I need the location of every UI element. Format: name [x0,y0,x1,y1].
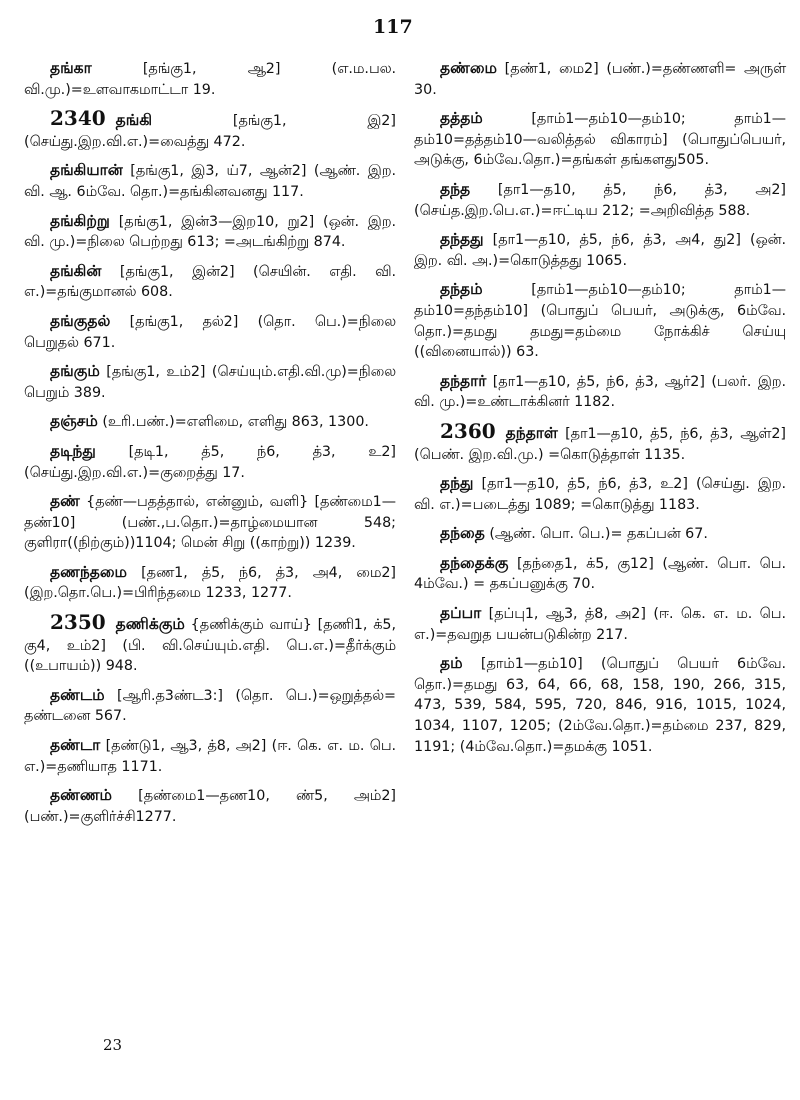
entry-definition: [தங்கு1, இ2] (செய்து.இற.வி.எ.)=வைத்து 472. [24,113,396,150]
page-number: 117 [373,16,413,38]
dictionary-entry [24,311,396,353]
entry-headword: தம் [440,654,463,673]
entry-headword: தந்தார் [440,371,487,390]
entry-definition: [தண்1, மை2] (பண்.)=தண்ணளி= அருள் 30. [414,61,786,98]
entry-definition: {தண்—பதத்தால், என்னும், வளி} [தண்மை1—தண்10] (பண்.,ப.தொ.)=தாழ்மையான 548; குளிரா((நிற்கும்))1104; மென் சிறு ((காற்று)) 1239. [24,494,396,552]
entry-definition: [தங்கு1, தல்2] (தொ. பெ.)=நிலை பெறுதல் 671. [24,313,396,351]
entry-headword: தடிந்து [50,441,96,460]
dictionary-entry [24,562,396,604]
entry-headword: தங்குதல் [50,311,111,330]
dictionary-entry [414,229,786,271]
entry-headword: தந்தை [440,524,485,543]
entry-definition: [தாம்1—தம்10] (பொதுப் பெயர் 6ம்வே. தொ.)=தமது 63, 64, 66, 68, 158, 190, 266, 315, 473, 539, 584, 595, 720, 846, 916, 1015, 1024, 1034, 1107, 1205; (2ம்வே.தொ.)=தம்மை 237, 829, 1191; (4ம்வே.தொ.)=தமக்கு 1051. [414,656,786,755]
dictionary-entry [414,179,786,221]
entry-definition: [தா1—த10, த்5, ந்6, த்3, உ2] (செய்து. இற. வி. எ.)=படைத்து 1089; =கொடுத்து 1183. [414,476,786,513]
entry-definition: [தந்தை1, க்5, கு12] (ஆண். பொ. பெ. 4ம்வே.) = தகப்பனுக்கு 70. [414,555,786,593]
dictionary-entry [414,279,786,362]
dictionary-entry [24,160,396,202]
entry-headword: தந்தாள் [505,423,558,442]
entry-headword: தஞ்சம் [50,412,98,431]
dictionary-entry [24,685,396,727]
entry-definition: [தங்கு1, இன்2] (செயின். எதி. வி. எ.)=தங்குமானல் 608. [24,263,396,301]
entry-headword: தந்தது [440,230,484,249]
dictionary-entry [24,108,396,152]
entry-headword: தங்கி [115,111,153,130]
entry-headword: தந்தம் [440,280,483,299]
dictionary-entry [414,371,786,413]
entry-definition: [தாம்1—தம்10—தம்10; தாம்1—தம்10=தந்தம்10] (பொதுப் பெயர், அடுக்கு, 6ம்வே. தொ.)=தமது தமது=தம்மை நோக்கிச் செய்யு ((வினையால்)) 63. [414,282,786,361]
entry-definition: [தங்கு1, உம்2] (செய்யும்.எதி.வி.மு)=நிலை பெறும் 389. [24,364,396,401]
dictionary-entry [414,553,786,595]
entry-definition: [தண்டு1, ஆ3, த்8, அ2] (ஈ. கெ. எ. ம. பெ. எ.)=தணியாத 1171. [24,738,396,775]
dictionary-entry [24,785,396,827]
entry-definition: [தா1—த10, த்5, ந்6, த்3, அ4, து2] (ஒன். இற. வி. அ.)=கொடுத்தது 1065. [414,232,786,269]
entry-number: 2360 [440,418,496,443]
entry-headword: தணிக்கும் [115,615,185,634]
entry-definition: [ஆரி.த3ண்ட3:] (தொ. பெ.)=ஒறுத்தல்= தண்டனை 567. [24,687,396,725]
dictionary-entry [414,653,786,757]
entry-headword: தத்தம் [440,109,483,128]
entry-headword: தண்டம் [50,685,105,704]
entry-headword: தண்டா [50,736,101,755]
entry-definition: [தங்கு1, இன்3—இற10, று2] (ஒன். இற. வி. மு.)=நிலை பெற்றது 613; =அடங்கிற்று 874. [24,213,396,251]
dictionary-entry [24,491,396,554]
entry-headword: தங்கியான் [50,161,123,180]
dictionary-entry [24,441,396,483]
dictionary-entry [414,603,786,645]
dictionary-entry [414,58,786,100]
dictionary-entry [24,58,396,100]
entry-headword: தங்கின் [50,261,102,280]
entry-headword: தந்து [440,474,474,493]
entry-definition: {தணிக்கும் வாய்} [தணி1, க்5, கு4, உம்2] (பி. வி.செய்யும்.எதி. பெ.எ.)=தீர்க்கும் ((உபாயம்)) 948. [24,617,396,675]
entry-headword: தணந்தமை [50,562,128,581]
entry-headword: தங்கிற்று [50,211,110,230]
entry-number: 2350 [50,610,106,635]
entry-definition: [தங்கு1, ஆ2] (எ.ம.பல. வி.மு.)=உளவாகமாட்டா 19. [24,61,396,98]
entry-definition: [தா1—த10, த்5, ந்6, த்3, அ2] (செய்த.இற.பெ.எ.)=ஈட்டிய 212; =அறிவித்த 588. [414,181,786,219]
entry-definition: (உரி.பண்.)=எளிமை, எளிது 863, 1300. [97,414,369,431]
dictionary-entry [24,261,396,303]
entry-headword: தண்மை [440,59,497,77]
entry-headword: தந்தைக்கு [440,553,509,572]
entry-headword: தண் [50,492,80,511]
dictionary-entry [24,411,396,433]
entry-definition: (ஆண். பொ. பெ.)= தகப்பன் 67. [484,526,708,543]
entry-definition: [தண1, த்5, ந்6, த்3, அ4, மை2] (இற.தொ.பெ.)=பிரிந்தமை 1233, 1277. [24,564,396,602]
entry-headword: தப்பா [440,604,482,623]
entry-headword: தந்த [440,179,471,198]
entry-definition: [தா1—த10, த்5, ந்6, த்3, ஆர்2] (பலர். இற. வி. மு.)=உண்டாக்கினர் 1182. [414,373,786,411]
right-column [414,58,786,765]
dictionary-entry [24,211,396,253]
entry-headword: தண்ணம் [50,786,113,805]
entry-definition: [தடி1, த்5, ந்6, த்3, உ2] (செய்து.இற.வி.எ.)=குறைத்து 17. [24,443,396,481]
signature-mark: 23 [103,1036,123,1054]
entry-headword: தங்கா [50,59,92,77]
left-column [24,58,396,835]
dictionary-entry [414,523,786,545]
entry-definition: [தாம்1—தம்10—தம்10; தாம்1—தம்10=தத்தம்10—வலித்தல் விகாரம்] (பொதுப்பெயர், அடுக்கு, 6ம்வே.தொ.)=தங்கள் தங்களது505. [414,111,786,169]
entry-headword: தங்கும் [50,362,100,381]
dictionary-entry [24,612,396,677]
entry-definition: [தங்கு1, இ3, ய்7, ஆன்2] (ஆண். இற. வி. ஆ. 6ம்வே. தொ.)=தங்கினவனது 117. [24,163,396,200]
dictionary-entry [414,418,786,465]
entry-definition: [தப்பு1, ஆ3, த்8, அ2] (ஈ. கெ. எ. ம. பெ. எ.)=தவறுத பயன்படுகின்ற 217. [414,606,786,643]
dictionary-entry [414,473,786,515]
dictionary-entry [24,735,396,777]
dictionary-entry [24,361,396,403]
dictionary-entry [414,108,786,171]
entry-number: 2340 [50,106,106,131]
entry-definition: [தா1—த10, த்5, ந்6, த்3, ஆள்2] (பெண். இற.வி.மு.) =கொடுத்தாள் 1135. [414,425,786,463]
entry-definition: [தண்மை1—தண10, ண்5, அம்2] (பண்.)=குளிர்ச்சி1277. [24,788,396,825]
